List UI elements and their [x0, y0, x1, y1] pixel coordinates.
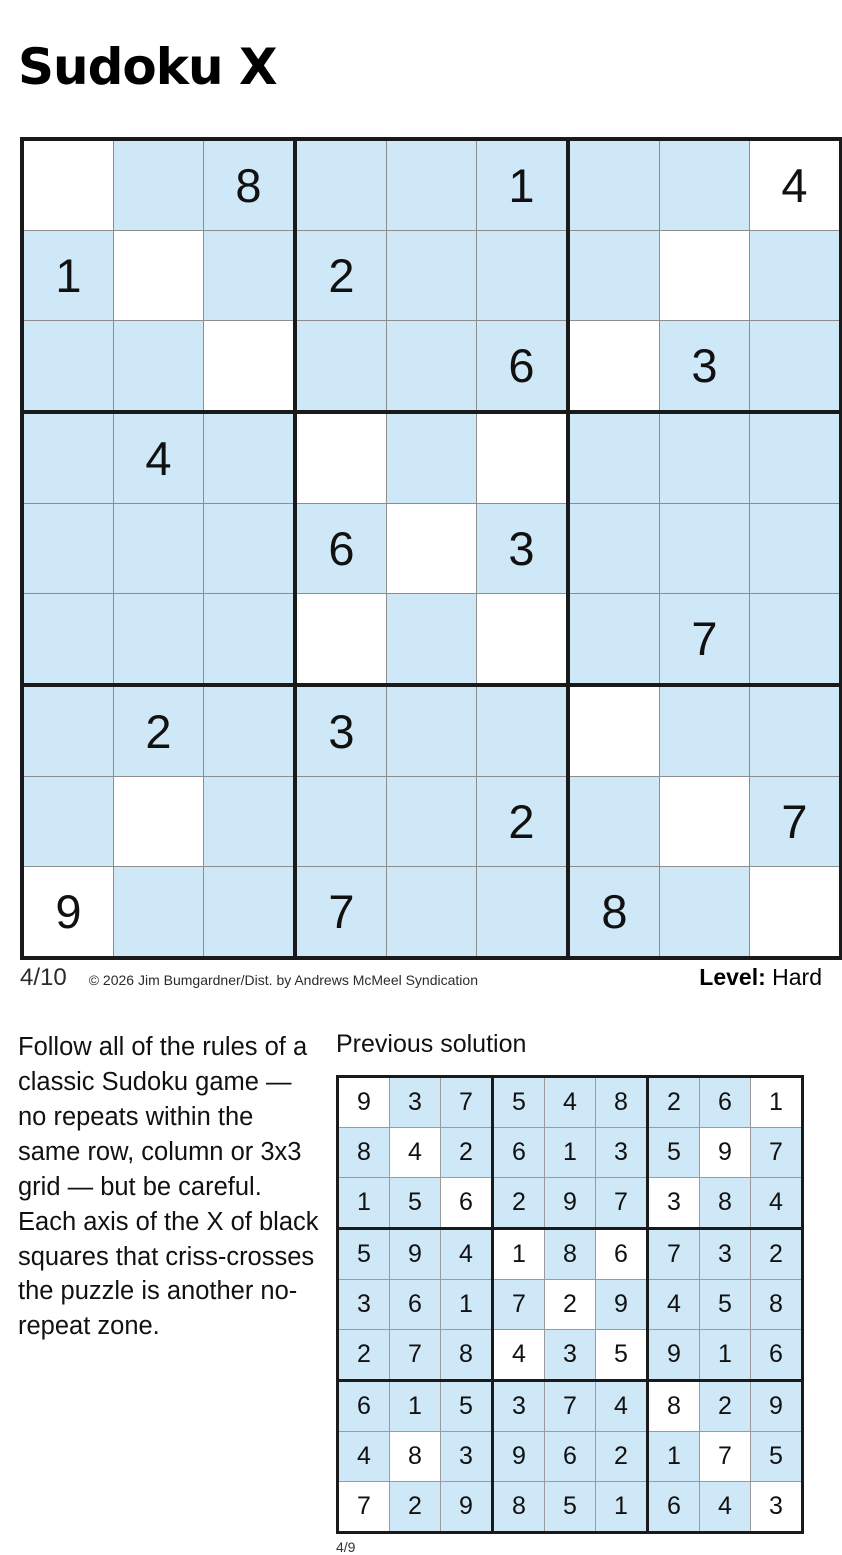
sudoku-cell[interactable] [22, 321, 114, 413]
sudoku-cell[interactable]: 3 [295, 685, 387, 777]
sudoku-cell[interactable]: 2 [477, 777, 569, 867]
sudoku-cell[interactable] [387, 231, 477, 321]
grid-row [22, 594, 841, 686]
grid-row [338, 1432, 803, 1482]
sudoku-cell[interactable] [387, 321, 477, 413]
puzzle-credit-row [20, 964, 822, 992]
sudoku-cell[interactable]: 9 [22, 867, 114, 959]
sudoku-cell[interactable]: 1 [477, 139, 569, 231]
solution-cell: 3 [493, 1381, 545, 1432]
sudoku-cell[interactable] [477, 594, 569, 686]
sudoku-cell[interactable] [22, 139, 114, 231]
sudoku-cell[interactable] [568, 231, 660, 321]
solution-cell: 9 [545, 1178, 596, 1229]
sudoku-cell[interactable]: 2 [114, 685, 204, 777]
solution-cell: 2 [390, 1482, 441, 1533]
solution-cell: 3 [648, 1178, 700, 1229]
sudoku-cell[interactable]: 8 [204, 139, 296, 231]
solution-cell: 6 [596, 1229, 648, 1280]
solution-cell: 5 [441, 1381, 493, 1432]
sudoku-cell[interactable] [295, 594, 387, 686]
solution-cell: 6 [441, 1178, 493, 1229]
sudoku-cell[interactable]: 2 [295, 231, 387, 321]
solution-cell: 2 [545, 1280, 596, 1330]
sudoku-cell[interactable] [387, 777, 477, 867]
sudoku-cell[interactable] [295, 139, 387, 231]
solution-cell: 7 [493, 1280, 545, 1330]
solution-cell: 1 [648, 1432, 700, 1482]
sudoku-cell[interactable] [750, 504, 842, 594]
difficulty-prefix: Level: [699, 964, 766, 990]
sudoku-cell[interactable]: 1 [22, 231, 114, 321]
difficulty-label [699, 964, 822, 991]
sudoku-cell[interactable] [204, 867, 296, 959]
sudoku-cell[interactable] [387, 139, 477, 231]
sudoku-cell[interactable] [750, 412, 842, 504]
grid-row [22, 321, 841, 413]
sudoku-cell[interactable] [568, 685, 660, 777]
solution-cell: 6 [338, 1381, 390, 1432]
sudoku-cell[interactable]: 7 [295, 867, 387, 959]
solution-cell: 6 [390, 1280, 441, 1330]
sudoku-cell[interactable]: 4 [750, 139, 842, 231]
sudoku-cell[interactable] [114, 231, 204, 321]
solution-cell: 1 [596, 1482, 648, 1533]
sudoku-cell[interactable] [114, 777, 204, 867]
grid-row [22, 685, 841, 777]
solution-cell: 7 [648, 1229, 700, 1280]
solution-cell: 9 [390, 1229, 441, 1280]
sudoku-cell[interactable] [568, 321, 660, 413]
solution-cell: 5 [648, 1128, 700, 1178]
sudoku-cell[interactable] [660, 777, 750, 867]
solution-cell: 9 [648, 1330, 700, 1381]
sudoku-cell[interactable] [750, 867, 842, 959]
sudoku-cell[interactable] [568, 777, 660, 867]
sudoku-cell[interactable] [22, 412, 114, 504]
lower-section [16, 1030, 826, 1555]
solution-cell: 1 [441, 1280, 493, 1330]
solution-cell: 2 [596, 1432, 648, 1482]
solution-cell: 9 [338, 1077, 390, 1128]
solution-cell: 8 [390, 1432, 441, 1482]
solution-cell: 5 [338, 1229, 390, 1280]
sudoku-cell[interactable] [204, 504, 296, 594]
sudoku-page [0, 34, 842, 1555]
sudoku-cell[interactable] [114, 594, 204, 686]
solution-cell: 4 [390, 1128, 441, 1178]
solution-cell: 7 [390, 1330, 441, 1381]
sudoku-cell[interactable] [477, 685, 569, 777]
solution-cell: 8 [493, 1482, 545, 1533]
solution-cell: 8 [441, 1330, 493, 1381]
grid-row [338, 1077, 803, 1128]
solution-cell: 7 [545, 1381, 596, 1432]
instructions-text: Follow all of the rules of a classic Sudoku game — no repeats within the same row, column or 3x3 grid — but be careful. Each axis of the X of black squares that criss-crosses the puzzle is another no-repeat zone. [18, 1033, 319, 1341]
solution-cell: 5 [493, 1077, 545, 1128]
sudoku-cell[interactable] [750, 231, 842, 321]
sudoku-cell[interactable] [204, 412, 296, 504]
solution-cell: 3 [596, 1128, 648, 1178]
sudoku-cell[interactable]: 7 [750, 777, 842, 867]
sudoku-cell[interactable]: 4 [114, 412, 204, 504]
solution-cell: 1 [390, 1381, 441, 1432]
grid-row [22, 504, 841, 594]
previous-solution-grid [336, 1075, 804, 1534]
solution-cell: 2 [648, 1077, 700, 1128]
previous-solution-date: 4/9 [336, 1539, 356, 1555]
solution-cell: 7 [338, 1482, 390, 1533]
solution-cell: 5 [700, 1280, 751, 1330]
solution-cell: 4 [441, 1229, 493, 1280]
previous-solution-title: Previous solution [336, 1030, 527, 1058]
solution-cell: 4 [545, 1077, 596, 1128]
solution-cell: 5 [390, 1178, 441, 1229]
sudoku-cell[interactable] [22, 504, 114, 594]
sudoku-cell[interactable] [660, 504, 750, 594]
solution-cell: 1 [751, 1077, 803, 1128]
sudoku-cell[interactable] [204, 594, 296, 686]
solution-cell: 9 [441, 1482, 493, 1533]
solution-cell: 2 [493, 1178, 545, 1229]
solution-cell: 3 [390, 1077, 441, 1128]
sudoku-grid[interactable] [20, 137, 842, 960]
sudoku-cell[interactable] [114, 867, 204, 959]
solution-cell: 4 [493, 1330, 545, 1381]
solution-cell: 4 [700, 1482, 751, 1533]
grid-row [338, 1280, 803, 1330]
solution-cell: 9 [493, 1432, 545, 1482]
sudoku-cell[interactable] [22, 594, 114, 686]
grid-row [22, 412, 841, 504]
solution-cell: 9 [596, 1280, 648, 1330]
solution-cell: 8 [596, 1077, 648, 1128]
solution-cell: 4 [648, 1280, 700, 1330]
solution-cell: 6 [648, 1482, 700, 1533]
solution-cell: 5 [751, 1432, 803, 1482]
solution-cell: 1 [493, 1229, 545, 1280]
solution-cell: 3 [441, 1432, 493, 1482]
sudoku-cell[interactable]: 8 [568, 867, 660, 959]
previous-solution-section [336, 1030, 826, 1555]
grid-row [338, 1482, 803, 1533]
puzzle-container [20, 137, 822, 960]
sudoku-cell[interactable] [568, 412, 660, 504]
sudoku-cell[interactable] [477, 412, 569, 504]
solution-cell: 6 [700, 1077, 751, 1128]
sudoku-cell[interactable] [568, 594, 660, 686]
solution-cell: 6 [493, 1128, 545, 1178]
grid-row [22, 139, 841, 231]
difficulty-value: Hard [772, 964, 822, 990]
sudoku-cell[interactable] [114, 139, 204, 231]
sudoku-cell[interactable] [295, 321, 387, 413]
sudoku-cell[interactable]: 3 [660, 321, 750, 413]
sudoku-cell[interactable] [387, 685, 477, 777]
grid-row [338, 1229, 803, 1280]
sudoku-cell[interactable] [387, 867, 477, 959]
solution-cell: 4 [338, 1432, 390, 1482]
sudoku-cell[interactable] [114, 321, 204, 413]
sudoku-cell[interactable]: 3 [477, 504, 569, 594]
sudoku-cell[interactable] [204, 777, 296, 867]
solution-cell: 7 [700, 1432, 751, 1482]
sudoku-cell[interactable] [387, 412, 477, 504]
sudoku-cell[interactable] [750, 321, 842, 413]
sudoku-cell[interactable] [568, 139, 660, 231]
solution-cell: 9 [751, 1381, 803, 1432]
sudoku-cell[interactable] [568, 504, 660, 594]
solution-cell: 7 [751, 1128, 803, 1178]
grid-row [338, 1381, 803, 1432]
grid-row [22, 867, 841, 959]
solution-cell: 8 [700, 1178, 751, 1229]
solution-cell: 4 [751, 1178, 803, 1229]
solution-cell: 5 [596, 1330, 648, 1381]
sudoku-cell[interactable] [660, 867, 750, 959]
sudoku-cell[interactable] [114, 504, 204, 594]
solution-cell: 8 [545, 1229, 596, 1280]
sudoku-cell[interactable] [660, 685, 750, 777]
sudoku-cell[interactable]: 6 [477, 321, 569, 413]
sudoku-cell[interactable] [204, 231, 296, 321]
sudoku-cell[interactable] [477, 231, 569, 321]
sudoku-cell[interactable] [387, 504, 477, 594]
solution-cell: 2 [751, 1229, 803, 1280]
solution-cell: 8 [648, 1381, 700, 1432]
solution-cell: 6 [751, 1330, 803, 1381]
sudoku-cell[interactable] [477, 867, 569, 959]
sudoku-cell[interactable] [22, 777, 114, 867]
sudoku-cell[interactable] [750, 685, 842, 777]
solution-cell: 9 [700, 1128, 751, 1178]
sudoku-cell[interactable] [295, 412, 387, 504]
solution-cell: 2 [700, 1381, 751, 1432]
sudoku-cell[interactable] [660, 412, 750, 504]
solution-cell: 6 [545, 1432, 596, 1482]
sudoku-cell[interactable] [387, 594, 477, 686]
solution-cell: 1 [700, 1330, 751, 1381]
sudoku-cell[interactable] [204, 685, 296, 777]
sudoku-cell[interactable] [204, 321, 296, 413]
solution-cell: 5 [545, 1482, 596, 1533]
page-title: Sudoku X [18, 37, 277, 96]
solution-cell: 3 [751, 1482, 803, 1533]
sudoku-cell[interactable]: 7 [660, 594, 750, 686]
copyright-notice: © 2026 Jim Bumgardner/Dist. by Andrews McMeel Syndication [88, 972, 478, 988]
grid-row [22, 777, 841, 867]
sudoku-cell[interactable] [750, 594, 842, 686]
solution-cell: 3 [338, 1280, 390, 1330]
solution-cell: 8 [751, 1280, 803, 1330]
sudoku-cell[interactable] [22, 685, 114, 777]
solution-cell: 2 [441, 1128, 493, 1178]
solution-cell: 7 [596, 1178, 648, 1229]
grid-row [338, 1330, 803, 1381]
solution-cell: 3 [700, 1229, 751, 1280]
solution-cell: 2 [338, 1330, 390, 1381]
sudoku-cell[interactable] [295, 777, 387, 867]
solution-cell: 3 [545, 1330, 596, 1381]
grid-row [22, 231, 841, 321]
puzzle-date: 4/10 [20, 964, 67, 991]
solution-cell: 4 [596, 1381, 648, 1432]
solution-cell: 8 [338, 1128, 390, 1178]
solution-cell: 7 [441, 1077, 493, 1128]
sudoku-cell[interactable] [660, 139, 750, 231]
grid-row [338, 1128, 803, 1178]
grid-row [338, 1178, 803, 1229]
solution-cell: 1 [338, 1178, 390, 1229]
sudoku-cell[interactable]: 6 [295, 504, 387, 594]
sudoku-cell[interactable] [660, 231, 750, 321]
solution-cell: 1 [545, 1128, 596, 1178]
